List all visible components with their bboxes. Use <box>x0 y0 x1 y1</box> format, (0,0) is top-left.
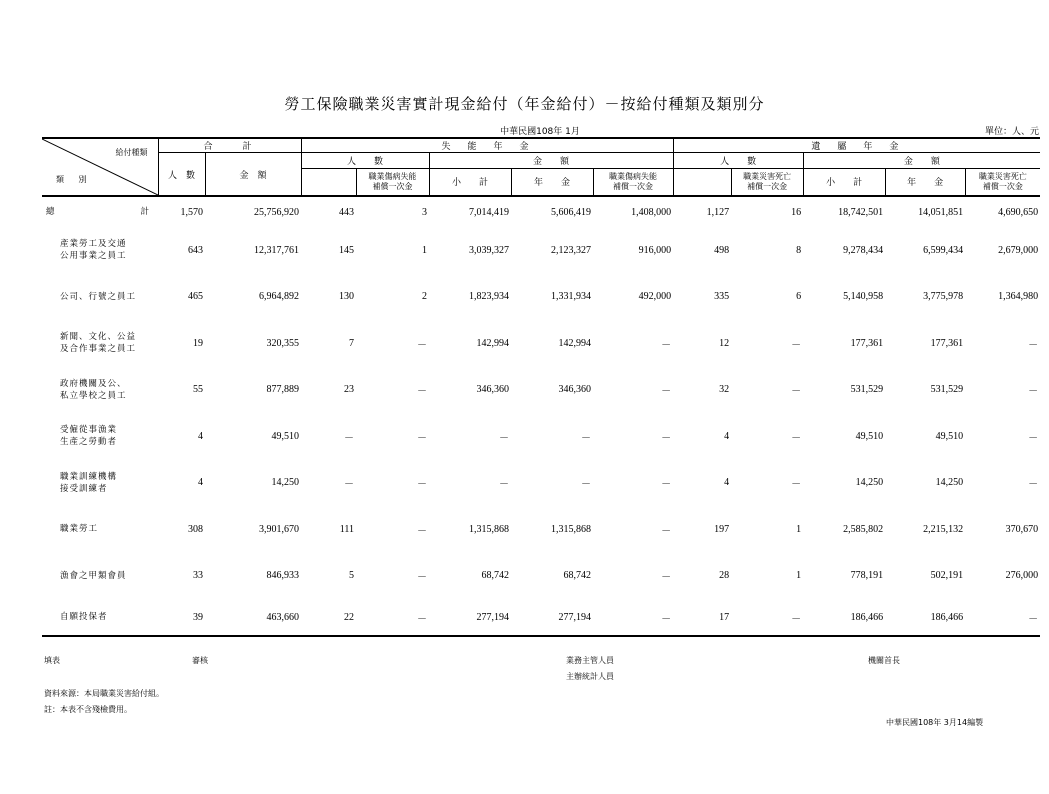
table-cell: 28 <box>719 570 730 582</box>
dis-subtotal-header: 小 計 <box>429 168 511 196</box>
table-cell: 142,994 <box>476 337 510 349</box>
table-cell: 346,360 <box>558 384 592 396</box>
table-cell: 2,215,132 <box>923 523 964 535</box>
table-cell: 4,690,650 <box>998 206 1039 218</box>
table-cell: － <box>417 386 428 398</box>
table-cell: 1 <box>796 523 802 535</box>
table-cell: 14,250 <box>271 477 300 489</box>
surv-amount-header: 金 額 <box>803 153 1040 169</box>
table-cell: 12 <box>719 337 730 349</box>
table-cell: － <box>581 479 592 491</box>
unit-label: 單位：人、元 <box>984 127 1039 137</box>
table-cell: 17 <box>673 599 731 636</box>
table-cell: 2 <box>422 291 428 303</box>
table-body <box>42 196 1040 636</box>
surv-annuity-header: 年 金 <box>885 168 965 196</box>
surv-persons-annuity-header <box>673 168 731 196</box>
table-cell: 778,191 <box>850 570 884 582</box>
table-cell: － <box>661 572 672 584</box>
table-cell: － <box>1028 479 1039 491</box>
table-cell: 6,599,434 <box>923 244 964 256</box>
table-cell: 3,901,670 <box>259 523 300 535</box>
table-cell: － <box>661 432 672 444</box>
table-cell: 643 <box>188 244 203 256</box>
table-row <box>42 460 1040 507</box>
table-cell: 49,510 <box>855 430 884 442</box>
table-cell: 49,510 <box>271 430 300 442</box>
table-cell: － <box>965 599 1040 636</box>
table-cell: 465 <box>188 291 203 303</box>
total-persons-header: 人 數 <box>158 153 205 197</box>
table-cell: 531,529 <box>930 384 964 396</box>
table-cell: － <box>791 432 802 444</box>
table-cell: 877,889 <box>266 384 300 396</box>
table-cell: － <box>417 479 428 491</box>
table-cell: － <box>661 525 672 537</box>
table-cell: 2,123,327 <box>551 244 592 256</box>
table-cell: 177,361 <box>930 337 964 349</box>
total-group-header: 合 計 <box>158 138 301 153</box>
table-row <box>42 227 1040 274</box>
table-cell: 2,679,000 <box>998 244 1039 256</box>
table-cell: － <box>417 432 428 444</box>
table-cell: 916,000 <box>638 244 672 256</box>
table-cell: 276,000 <box>1005 570 1039 582</box>
table-cell: 4 <box>724 477 730 489</box>
table-cell: 6,964,892 <box>259 291 300 303</box>
table-cell: － <box>661 479 672 491</box>
table-cell: 370,670 <box>1005 523 1039 535</box>
table-row <box>42 599 1040 636</box>
row-label: 職業勞工 <box>60 524 99 535</box>
table-cell: 145 <box>339 244 355 256</box>
dis-persons-annuity-header <box>301 168 356 196</box>
table-cell: 3 <box>422 206 428 218</box>
footer-statistician: 主辦統計人員 <box>566 672 614 681</box>
table-row <box>42 196 1040 227</box>
table-cell: 142,994 <box>558 337 592 349</box>
table-cell: 5,606,419 <box>551 206 592 218</box>
table-cell: 14,250 <box>855 477 884 489</box>
dis-annuity-header: 年 金 <box>511 168 593 196</box>
table-cell: 49,510 <box>935 430 964 442</box>
table-cell: － <box>791 339 802 351</box>
table-cell: 846,933 <box>266 570 300 582</box>
corner-category: 類 別 <box>56 175 93 184</box>
row-label: 職業訓練機構 接受訓練者 <box>60 471 118 494</box>
table-cell: 492,000 <box>638 291 672 303</box>
table-cell: 277,194 <box>511 599 593 636</box>
table-cell: 531,529 <box>850 384 884 396</box>
table-cell: 177,361 <box>850 337 884 349</box>
table-cell: 1,315,868 <box>469 523 510 535</box>
footer-filler: 填表 <box>44 656 60 665</box>
table-cell: － <box>344 479 355 491</box>
corner-benefit-type: 給付種類 <box>115 148 148 157</box>
surv-lump-amount-header: 職業災害死亡 補償一次金 <box>965 168 1040 196</box>
table-cell: 19 <box>193 337 203 349</box>
table-cell: 18,742,501 <box>838 206 884 218</box>
table-cell: － <box>1028 432 1039 444</box>
row-label: 新聞、文化、公益 及合作事業之員工 <box>60 332 137 355</box>
footer-reviewer: 審核 <box>192 656 208 665</box>
table-cell: 463,660 <box>205 599 301 636</box>
corner-header <box>42 138 158 196</box>
dis-amount-header: 金 額 <box>429 153 673 169</box>
table-cell: 186,466 <box>803 599 885 636</box>
table-cell: － <box>661 339 672 351</box>
table-cell: 7,014,419 <box>469 206 510 218</box>
table-row <box>42 506 1040 553</box>
row-label: 產業勞工及交通 公用事業之員工 <box>60 239 127 262</box>
table-cell: 1 <box>796 570 802 582</box>
table-row <box>42 367 1040 414</box>
table-cell: － <box>499 432 510 444</box>
table-cell: 346,360 <box>476 384 510 396</box>
table-cell: 12,317,761 <box>254 244 300 256</box>
table-cell: 320,355 <box>266 337 300 349</box>
table-cell: 25,756,920 <box>254 206 300 218</box>
row-label: 公司、行號之員工 <box>60 291 137 302</box>
table-cell: 6 <box>796 291 802 303</box>
table-cell: 1,570 <box>180 206 203 218</box>
table-cell: 39 <box>158 599 205 636</box>
table-cell: 22 <box>301 599 356 636</box>
table-cell: 1,408,000 <box>631 206 672 218</box>
table-cell: 3,039,327 <box>469 244 510 256</box>
table-cell: 498 <box>714 244 730 256</box>
table-cell: 33 <box>193 570 203 582</box>
table-cell: 4 <box>198 430 203 442</box>
table-cell: 186,466 <box>885 599 965 636</box>
dis-persons-header: 人 數 <box>301 153 429 169</box>
table-cell: 130 <box>339 291 355 303</box>
table-cell: 3,775,978 <box>923 291 964 303</box>
table-cell: 197 <box>714 523 730 535</box>
survivor-group-header: 遺 屬 年 金 <box>673 138 1040 153</box>
surv-lump-persons-header: 職業災害死亡 補償一次金 <box>731 168 803 196</box>
table-cell: － <box>661 386 672 398</box>
table-cell: 5 <box>349 570 355 582</box>
surv-persons-header: 人 數 <box>673 153 803 169</box>
table-cell: 308 <box>188 523 203 535</box>
table-cell: － <box>417 339 428 351</box>
benefits-table <box>42 137 1040 637</box>
table-row <box>42 320 1040 367</box>
table-row <box>42 553 1040 600</box>
table-cell: 55 <box>193 384 203 396</box>
table-cell: － <box>499 479 510 491</box>
footer-note: 註：本表不含殘檢費用。 <box>44 705 132 714</box>
total-amount-header: 金 額 <box>205 153 301 197</box>
table-cell: 1,364,980 <box>998 291 1039 303</box>
table-cell: － <box>1028 339 1039 351</box>
table-cell: 5,140,958 <box>843 291 884 303</box>
table-cell: 8 <box>796 244 802 256</box>
table-cell: 4 <box>198 477 203 489</box>
table-cell: － <box>344 432 355 444</box>
footer-supervisor: 業務主管人員 <box>566 656 614 665</box>
table-cell: － <box>417 525 428 537</box>
table-cell: 7 <box>349 337 355 349</box>
footer-compiled-date: 中華民國108年 3月14編製 <box>886 718 984 727</box>
table-cell: 1,331,934 <box>551 291 592 303</box>
table-cell: 443 <box>339 206 355 218</box>
table-cell: － <box>731 599 803 636</box>
row-label: 自願投保者 <box>42 599 158 636</box>
table-cell: 68,742 <box>481 570 510 582</box>
table-cell: 1,315,868 <box>551 523 592 535</box>
table-cell: 1,127 <box>706 206 730 218</box>
table-cell: 68,742 <box>563 570 592 582</box>
table-cell: 2,585,802 <box>843 523 884 535</box>
table-cell: 16 <box>791 206 802 218</box>
footer-source: 資料來源：本局職業災害給付組。 <box>44 689 164 698</box>
table-cell: 4 <box>724 430 730 442</box>
table-cell: － <box>417 572 428 584</box>
table-cell: － <box>791 386 802 398</box>
row-label: 政府機關及公、 私立學校之員工 <box>60 378 127 401</box>
report-period: 中華民國108年 1月 <box>500 127 580 137</box>
footer-head: 機關首長 <box>868 656 900 665</box>
table-cell: 335 <box>714 291 730 303</box>
table-row <box>42 413 1040 460</box>
row-label: 受僱從事漁業 生產之勞動者 <box>60 425 118 448</box>
dis-lump-amount-header: 職業傷病失能 補償一次金 <box>593 168 673 196</box>
table-cell: 23 <box>344 384 355 396</box>
table-cell: 277,194 <box>429 599 511 636</box>
table-cell: － <box>593 599 673 636</box>
table-row <box>42 274 1040 321</box>
table-cell: － <box>1028 386 1039 398</box>
table-cell: － <box>581 432 592 444</box>
table-cell: 111 <box>339 523 355 535</box>
dis-lump-persons-header: 職業傷病失能 補償一次金 <box>356 168 429 196</box>
table-cell: － <box>791 479 802 491</box>
table-cell: 32 <box>719 384 730 396</box>
table-cell: 1,823,934 <box>469 291 510 303</box>
disability-group-header: 失 能 年 金 <box>301 138 673 153</box>
table-cell: 502,191 <box>930 570 964 582</box>
report-title: 勞工保險職業災害實計現金給付（年金給付）－按給付種類及類別分 <box>284 95 765 113</box>
table-cell: 14,250 <box>935 477 964 489</box>
table-cell: － <box>356 599 429 636</box>
table-cell: 14,051,851 <box>918 206 964 218</box>
row-label: 總 計 <box>46 207 150 217</box>
table-cell: 9,278,434 <box>843 244 884 256</box>
row-label: 漁會之甲類會員 <box>60 570 127 581</box>
surv-subtotal-header: 小 計 <box>803 168 885 196</box>
table-cell: 1 <box>422 244 428 256</box>
